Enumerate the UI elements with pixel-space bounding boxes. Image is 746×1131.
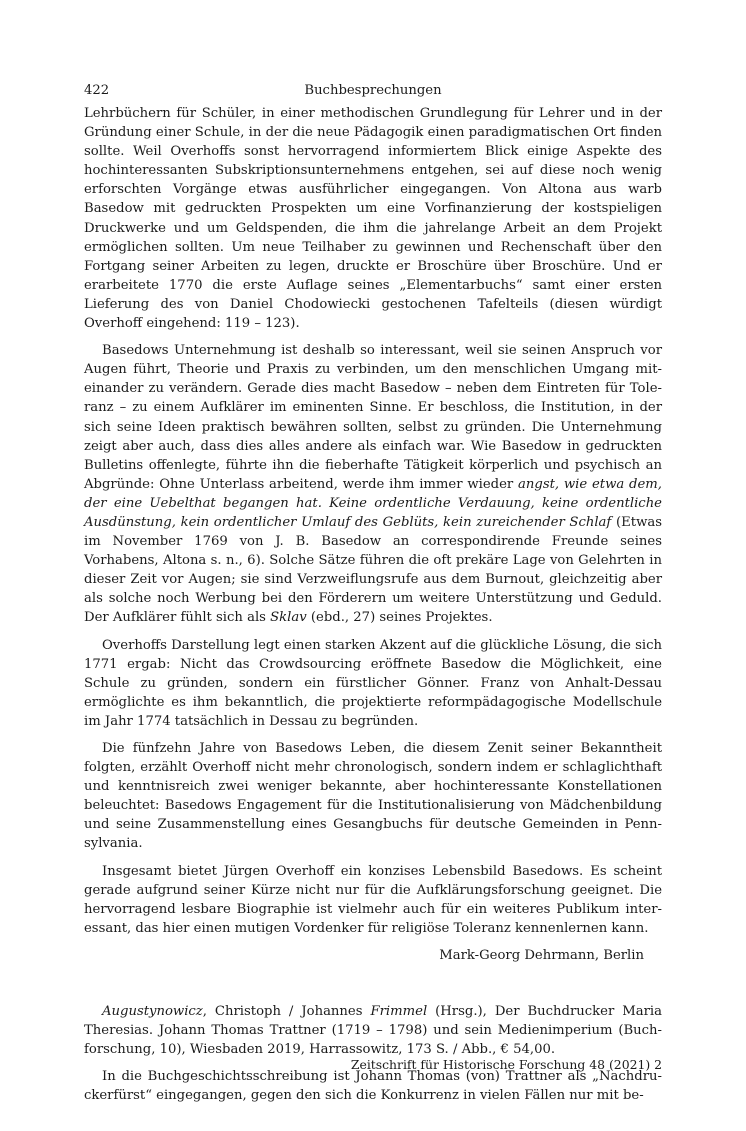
review2-paragraph-1: In die Buchgeschichtsschreibung ist Johann Thomas (von) Trattner als „Nachdruckerfürst“ eingegangen, gegen den sich die Konkurrenz in vielen Fällen nur mit be- [84, 1069, 662, 1104]
review1-paragraph-1: Lehrbüchern für Schüler, in einer methodischen Grundlegung für Lehrer und in der Gründung einer Schule, in der die neue Pädagogik einen paradigmatischen Ort finden sollte. Weil Overhoffs sonst hervorragend informiertem Blick einige Aspekte des hochinteressanten Subskriptionsunternehmens entgehen, sei auf diese noch wenig erforschten Vorgänge etwas ausführlicher eingegangen. Von Altona aus warb Basedow mit gedruckten Prospekten um eine Vorfinanzierung der kostspieligen Druckwerke und um Geldspenden, die ihm die jahrelange Arbeit an dem Projekt ermöglichen sollten. Um neue Teilhaber zu gewinnen und Rechenschaft über den Fortgang seiner Arbeiten zu legen, druckte er Broschüre über Broschüre. Und er erarbeitete 1770 die erste Auflage seines „Elementarbuchs“ samt einer ersten Lieferung des von Daniel Chodowiecki gestochenen Tafelteils (diesen würdigt Overhoff eingehend: 119 – 123). [84, 106, 662, 332]
review-separator [84, 973, 662, 1002]
review2-citation-mid: , Christoph / Johannes [202, 1004, 371, 1020]
review1-paragraph-2 [84, 341, 662, 627]
page-number: 422 [84, 83, 110, 98]
running-head [84, 82, 662, 104]
review1-p2-text-b: (Etwas im November 1769 von J. B. Basedow an correspondirende Freunde seines Vorhabens, Altona s. n., 6). Solche Sätze führen die oft prekäre Lage von Gelehrten in dieser Zeit vor Augen; sie sind Verzweiflungsrufe aus dem Burnout, gleichzeitig aber als solche noch Werbung bei den Förderern um weitere Unterstützung und Geduld. Der Aufklärer fühlt sich als [84, 514, 662, 626]
journal-footer: Zeitschrift für Historische Forschung 48 (2021) 2 [350, 1057, 662, 1072]
review1-paragraph-5: Insgesamt bietet Jürgen Overhoff ein konzises Lebensbild Basedows. Es scheint gerade aufgrund seiner Kürze nicht nur für die Aufklärungsforschung geeignet. Die hervorragend lesbare Biographie ist vielmehr auch für ein weiteres Publikum interessant, das hier einen mutigen Vordenker für religiöse Toleranz kennenlernen kann. [84, 863, 662, 936]
review2-author2: Frimmel [370, 1004, 428, 1020]
review1-p2-text-c: (ebd., 27) seines Projektes. [306, 610, 493, 626]
section-title: Buchbesprechungen [304, 83, 442, 98]
page [84, 82, 662, 1114]
review2-citation [84, 1002, 662, 1059]
review1-paragraph-3: Overhoffs Darstellung legt einen starken Akzent auf die glückliche Lösung, die sich 1771 ergab: Nicht das Crowdsourcing eröffnete Basedow die Möglichkeit, eine Schule zu gründen, sondern ein fürstlicher Gönner. Franz von Anhalt-Dessau ermöglichte es ihm bekanntlich, die projektierte reformpädagogische Modellschule im Jahr 1774 tatsächlich in Dessau zu begründen. [84, 637, 662, 729]
article-body [84, 104, 662, 1106]
review1-p2-sklav: Sklav [270, 610, 307, 626]
review2-citation-rest: (Hrsg.), Der Buchdrucker Maria Theresias. Johann Thomas Trattner (1719 – 1798) und sein Medienimperium (Buchforschung, 10), Wiesbaden 2019, Harrassowitz, 173 S. / Abb., € 54,00. [84, 1004, 662, 1058]
review1-p2-quote: angst, wie etwa dem, der eine Uebelthat begangen hat. Keine ordentliche Verdauung, keine ordentliche Ausdünstung, kein ordentlicher Umlauf des Geblüts, kein zureichender Schlaf [84, 476, 663, 530]
review1-p2-text-a: Basedows Unternehmung ist deshalb so interessant, weil sie seinen Anspruch vor Augen führt, Theorie und Praxis zu verbinden, um den menschlichen Umgang miteinander zu verändern. Gerade dies macht Basedow – neben dem Eintreten für Toleranz – zu einem Aufklärer im eminenten Sinne. Er beschloss, die Institution, in der sich seine Ideen praktisch bewähren sollten, selbst zu gründen. Die Unternehmung zeigt aber auch, dass dies alles andere als einfach war. Wie Basedow in gedruckten Bulletins offenlegte, führte ihn die fieberhafte Tätigkeit körperlich und psychisch an Abgründe: Ohne Unterlass arbeitend, werde ihm immer wieder [84, 343, 662, 492]
review1-paragraph-4: Die fünfzehn Jahre von Basedows Leben, die diesem Zenit seiner Bekanntheit folgten, erzählt Overhoff nicht mehr chronologisch, sondern indem er schlaglichthaft und kenntnisreich zwei weniger bekannte, aber hochinteressante Konstellationen beleuchtet: Basedows Engagement für die Institutionalisierung von Mädchenbildung und seine Zusammenstellung eines Gesangbuchs für deutsche Gemeinden in Pennsylvania. [84, 741, 662, 852]
review2-author1: Augustynowicz [102, 1004, 203, 1020]
review1-signature: Mark-Georg Dehrmann, Berlin [439, 947, 644, 963]
